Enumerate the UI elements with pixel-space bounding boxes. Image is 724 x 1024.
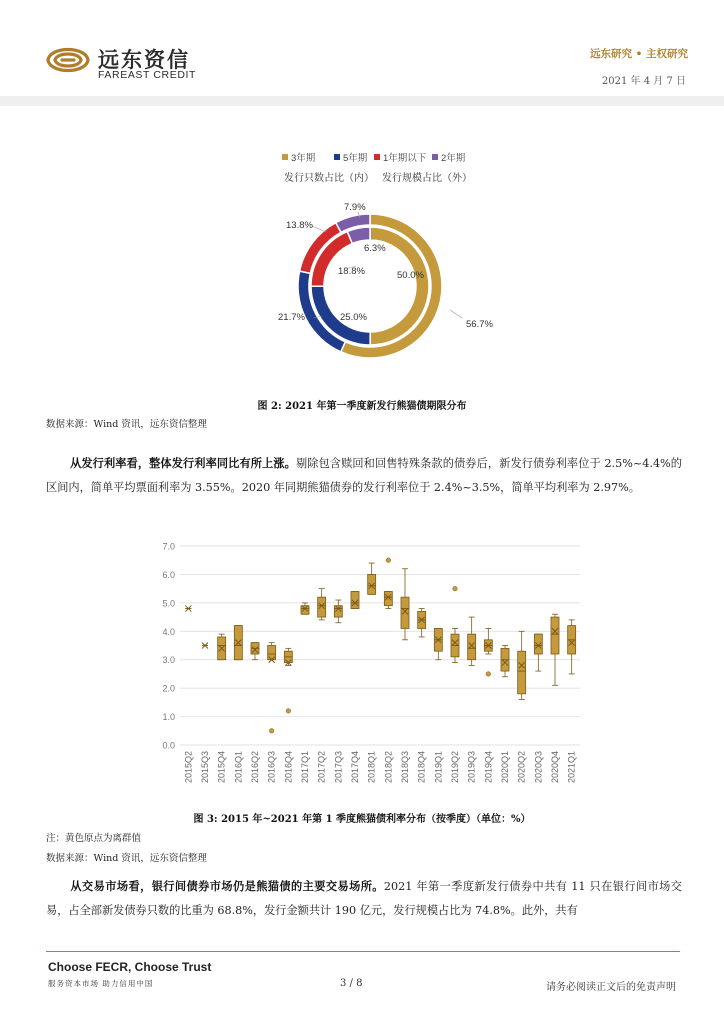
x-tick-label: 2019Q2 [450,751,460,784]
box [318,597,326,617]
figure-2-caption: 图 2: 2021 年第一季度新发行熊猫债期限分布 [257,401,467,412]
figure-2-source: 数据来源：Wind 资讯，远东资信整理 [46,419,207,430]
box [301,606,309,615]
box-plot-chart [146,534,586,796]
x-tick-label: 2020Q1 [500,751,510,784]
y-tick-label: 5.0 [162,598,175,609]
x-tick-label: 2016Q2 [250,751,260,784]
y-tick-label: 0.0 [162,740,175,751]
box [368,574,376,594]
x-tick-label: 2019Q4 [483,751,494,784]
y-tick-label: 1.0 [162,712,175,723]
box [518,651,526,694]
legend-swatch-1y [374,154,380,160]
label-outer-2y: 7.9% [344,202,366,213]
x-tick-label: 2016Q1 [233,751,244,784]
leader-outer-1y [312,226,326,232]
footer-disclaimer: 请务必阅读正文后的免责声明 [546,982,676,993]
outlier-point [269,728,274,733]
footer-subslogan: 服务资本市场 助力信用中国 [48,979,154,988]
label-inner-1y: 18.8% [338,266,365,277]
box [534,634,542,654]
x-tick-label: 2019Q3 [466,751,477,784]
x-tick-label: 2017Q1 [300,751,310,784]
x-tick-label: 2015Q4 [216,751,227,784]
company-logo-icon [44,42,92,78]
footer-slogan: Choose FECR, Choose Trust [48,960,212,974]
logo-text-en: FAREAST CREDIT [98,69,197,81]
legend-label-3y: 3年期 [291,153,316,164]
legend-swatch-2y [432,154,438,160]
outlier-point [386,558,391,563]
donut-chart [240,146,500,376]
y-tick-label: 4.0 [162,626,175,637]
subtitle-inner: 发行只数占比（内） [284,173,374,184]
header-band [0,96,724,106]
legend-swatch-3y [282,154,288,160]
donut-slice-inner-2y [347,227,370,244]
x-tick-label: 2021Q1 [566,751,577,784]
x-tick-label: 2016Q3 [266,751,277,784]
footer-divider [46,951,680,952]
label-outer-1y: 13.8% [286,220,313,231]
page-number: 3 / 8 [340,978,363,989]
y-tick-label: 6.0 [162,569,175,580]
box [384,591,392,605]
legend-label-1y: 1年期以下 [383,153,427,164]
box [401,597,409,628]
subtitle-outer: 发行规模占比（外） [382,173,472,184]
paragraph-issue-rate [46,451,682,500]
label-inner-2y: 6.3% [364,243,386,254]
label-inner-5y: 25.0% [340,312,367,323]
x-tick-label: 2016Q4 [283,751,294,784]
donut-rings [298,214,442,358]
x-tick-label: 2020Q2 [516,751,527,784]
report-date: 2021 年 4 月 7 日 [601,76,686,87]
y-tick-label: 7.0 [162,541,175,552]
paragraph-issue-rate-lead: 从发行利率看，整体发行利率同比有所上涨。 [70,456,296,470]
legend-swatch-5y [334,154,340,160]
x-tick-label: 2018Q1 [366,751,377,784]
box-plot-group [162,542,580,784]
x-tick-label: 2020Q4 [550,751,560,784]
paragraph-trading-market-body: 2021 年第一季度新发行债券中共有 11 只在银行间市场交易，占全部新发债券只数的比重为 68.8%，发行金额共计 190 亿元，发行规模占比为 74.8%。此外，共有 [46,880,682,917]
label-outer-5y: 21.7% [278,312,305,323]
x-tick-label: 2017Q2 [316,751,327,784]
figure-3-source: 数据来源：Wind 资讯，远东资信整理 [46,853,207,864]
leader-outer-3y [450,310,462,318]
box [468,634,476,660]
outlier-point [286,709,291,714]
x-tick-label: 2017Q3 [333,751,344,784]
legend-label-5y: 5年期 [343,153,368,164]
outlier-point [453,586,458,591]
outlier-point [486,672,491,677]
y-tick-label: 2.0 [162,683,175,694]
y-tick-label: 3.0 [162,655,175,666]
paragraph-issue-rate-body: 剔除包含赎回和回售特殊条款的债券后，新发行债券利率位于 2.5%~4.4%的区间内，简单平均票面利率为 3.55%。2020 年同期熊猫债券的发行利率位于 2.4%~3.5%，简单平均利率为 2.97%。 [46,457,682,494]
x-tick-label: 2019Q1 [433,751,444,784]
x-tick-label: 2020Q3 [533,751,544,784]
figure-3-note: 注：黄色原点为离群值 [46,833,142,844]
logo-text-cn: 远东资信 [98,49,190,72]
box [551,617,559,654]
x-tick-label: 2015Q3 [200,751,210,784]
label-inner-3y: 50.0% [397,270,424,281]
label-outer-3y: 56.7% [466,319,493,330]
x-tick-label: 2017Q4 [350,751,360,784]
x-tick-label: 2018Q3 [400,751,410,784]
figure-3-caption: 图 3: 2015 年~2021 年第 1 季度熊猫债利率分布（按季度）（单位：%） [193,814,531,825]
paragraph-trading-market-lead: 从交易市场看，银行间债券市场仍是熊猫债的主要交易场所。 [70,879,384,893]
report-section: 远东研究 • 主权研究 [589,48,688,60]
x-tick-label: 2015Q2 [183,751,194,784]
paragraph-trading-market [46,874,682,923]
x-tick-label: 2018Q2 [383,751,394,784]
x-tick-label: 2018Q4 [416,751,427,784]
legend-label-2y: 2年期 [441,153,466,164]
